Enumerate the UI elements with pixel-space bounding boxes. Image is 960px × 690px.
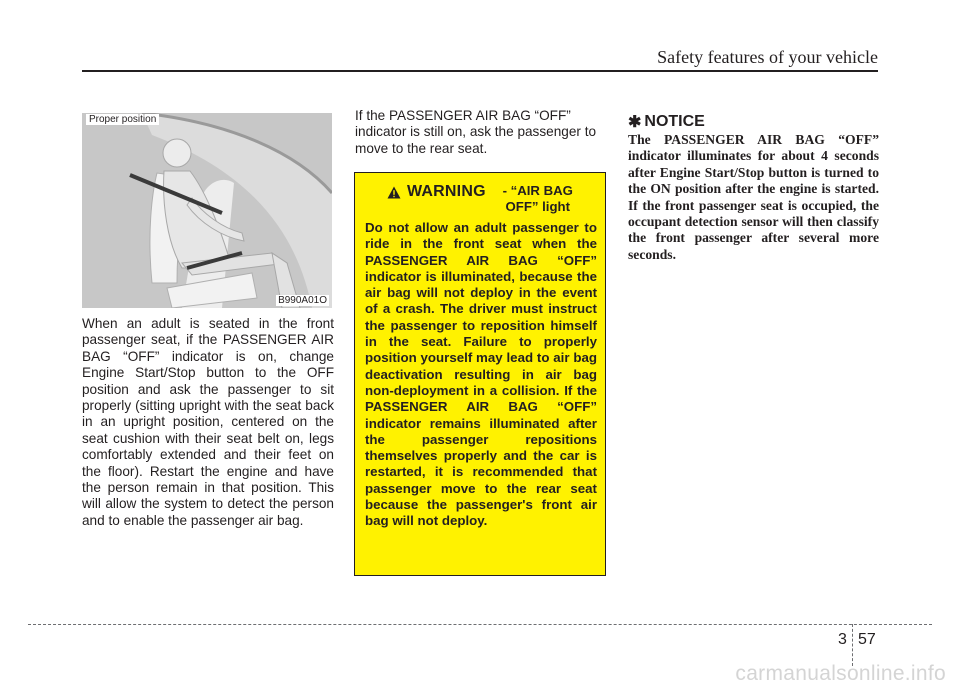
chapter-number: 3 — [838, 631, 847, 648]
page-number-separator — [852, 624, 853, 666]
warning-body: Do not allow an adult passenger to ride in the front seat when the PASSENGER AIR BAG “OFF” indicator is illuminated, because the air bag will not deploy in the event of a crash. The driver must instruct the passenger to reposition himself in the seat. Failure to properly position yourself may lead to air bag deactivation resulting in air bag non-deployment in a collision. If the PASSENGER AIR BAG “OFF” indicator remains illuminated after the passenger repositions themselves properly and the car is restarted, it is recommended that passenger move to the rear seat because the passenger's front air bag will not deploy. — [365, 220, 597, 529]
rear-seat-instruction: If the PASSENGER AIR BAG “OFF” indicator is still on, ask the passenger to move to the rear seat. — [355, 108, 597, 156]
notice-body: The PASSENGER AIR BAG “OFF” indicator illuminates for about 4 seconds after Engine Start/Stop button is turned to the ON position after the engine is started. If the front passenger seat is occupied, the occupant detection sensor will then classify the front passenger after several more seconds. — [628, 132, 879, 262]
warning-box — [354, 172, 606, 576]
proper-position-illustration — [82, 113, 332, 308]
notice-star-icon: ✱ — [628, 114, 642, 131]
figure-label: Proper position — [86, 114, 159, 125]
page-number: 57 — [858, 631, 876, 648]
figure-code: B990A01O — [278, 295, 327, 306]
warning-subtitle: - “AIR BAG OFF” light — [502, 183, 573, 214]
header-rule — [82, 70, 878, 72]
watermark: carmanualsonline.info — [735, 662, 946, 685]
page-header-title: Safety features of your vehicle — [657, 47, 878, 67]
footer-rule — [28, 624, 932, 625]
warning-heading — [387, 183, 597, 215]
notice-title: NOTICE — [644, 113, 705, 130]
warning-triangle-icon — [387, 186, 401, 199]
seated-occupant-drawing — [82, 113, 332, 308]
warning-word: WARNING — [407, 183, 486, 200]
notice-heading — [628, 112, 705, 132]
adult-passenger-instructions: When an adult is seated in the front passenger seat, if the PASSENGER AIR BAG “OFF” indicator is on, change Engine Start/Stop button to the OFF position and ask the passenger to sit properly (sitting upright with the seat back in an upright position, centered on the seat cushion with their seat belt on, legs comfortably extended and their feet on the floor). Restart the engine and have the person remain in that position. This will allow the system to detect the person and to enable the passenger air bag. — [82, 316, 334, 528]
